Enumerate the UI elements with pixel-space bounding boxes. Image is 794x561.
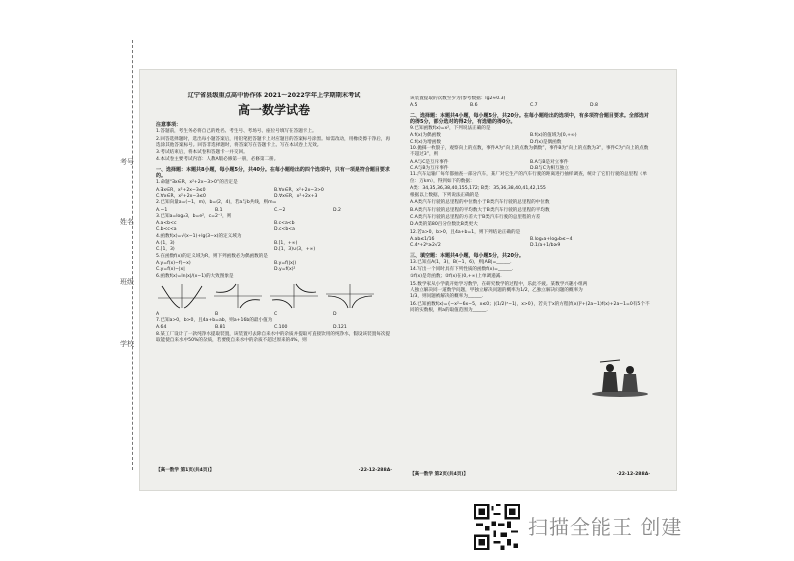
option: D.2	[333, 207, 341, 213]
scanner-brand-watermark: 扫描全能王 创建	[528, 515, 683, 539]
option: A.f(x)为偶函数	[410, 133, 441, 139]
qr-code-icon	[474, 504, 520, 550]
option: C.f(x)为增函数	[410, 139, 441, 145]
option: D.8	[590, 103, 598, 109]
question-stem: 15.数学家从小学就开始学习数学，在研究数学的过程中，乐此不疲。某数学兴趣小组两人独立解决同一道数学问题，甲独立解决问题的概率为1/2，乙独立解决问题的概率为1/3，则问题被解决的概率为______.	[410, 281, 588, 300]
option: B.[1，+∞)	[274, 241, 298, 247]
option: D.B与C为相互独立	[530, 165, 569, 171]
graph-label: C	[274, 311, 278, 317]
option: A.5	[410, 103, 418, 109]
footer-code: ·22-12-288A·	[358, 467, 392, 473]
question-stem: 16.已知函数f(x)={−x²−6x−5，x≤0；|(1/2)ˣ−1|，x>0}，若关于x的方程[f(x)]²+(2a−1)f(x)+2a−1=0有5个不同的实数根，则a的取值范围为______.	[410, 301, 650, 313]
option: B.log₂a+log₂b≤−4	[530, 236, 573, 242]
question-stem: 4.函数f(x)=√(x−1)+lg(3−x)的定义域为	[156, 233, 242, 239]
question-stem: 13.已知点A(1，3)，B(−1，6)，则|AB|=______.	[410, 259, 512, 265]
question-stem: 5.在函数f(x)的定义域为R，则下列函数必为偶函数的是	[156, 253, 268, 259]
option: A.A与C是互斥事件	[410, 159, 449, 165]
footer-page-label: 【高一数学 第1页(共4页)】	[156, 467, 215, 473]
notice-item: 1.答题前，考生务必将自己的姓名、考生号、考场号、座位号填写在答题卡上。	[156, 129, 317, 135]
question-stem: 该装置提取的次数至少为(参考数据：lg2≈0.3)	[410, 96, 506, 101]
option: A.∃x∈R，x²+2x−3≤0	[156, 187, 206, 193]
option: B.f(x)的值域为[0,+∞)	[530, 133, 577, 139]
gutter-label: 学校	[120, 340, 134, 348]
option: A.64	[156, 325, 167, 331]
exam-title: 高一数学试卷	[237, 103, 310, 117]
option: D.A类的第80百分位数比B类更大	[410, 222, 478, 228]
option: B.A与B是对立事件	[530, 159, 569, 165]
exam-header: 辽宁省县级重点高中协作体 2021～2022学年上学期期末考试	[187, 92, 361, 99]
graph-option-c	[268, 282, 320, 310]
notice-title: 注意事项：	[156, 122, 182, 128]
notice-item: 2.回答选择题时，选出每小题答案后，用铅笔把答题卡上对应题目的答案标号涂黑。如需改动，用橡皮擦干净后，再选涂其他答案标号。回答非选择题时，将答案写在答题卡上。写在本试卷上无效。	[156, 136, 391, 148]
scholars-illustration	[590, 358, 650, 398]
page-footer	[410, 472, 650, 478]
question-stem: 6.函数f(x)=ln|x|/(x−1)的大致图象是	[156, 273, 234, 279]
option: B.81	[215, 325, 226, 331]
graph-option-b	[212, 282, 264, 310]
option: D.f(x)是偶函数	[530, 139, 562, 145]
gutter-label: 班级	[120, 278, 134, 286]
option: D.121	[333, 325, 347, 331]
option: C.∀x∈R，x²+2x−3≤0	[156, 193, 206, 199]
section-heading: 三、填空题：本题共4小题，每小题5分，共20分。	[410, 252, 524, 259]
graph-option-d	[324, 282, 376, 310]
option: D.1/a+1/b≥9	[530, 243, 561, 249]
question-options	[410, 103, 650, 109]
option: C.[1，3)	[156, 247, 175, 253]
question-stem: 12.若a>0，b>0，且4a+b=1，则下列结论正确的是	[410, 229, 521, 235]
question-options	[156, 221, 392, 234]
gutter-label: 考号	[120, 158, 134, 166]
section-heading: 一、选择题：本题共8小题，每小题5分，共40分。在每小题给出的四个选项中，只有一项是符合题目要求的。	[156, 166, 390, 180]
page-footer	[156, 468, 392, 474]
question-stem: 9.已知函数f(x)=x²，下列说法正确的是	[410, 126, 491, 132]
graph-label: D	[333, 311, 337, 317]
section-heading: 二、选择题：本题共4小题，每小题5分，共20分。在每小题给出的选项中，有多项符合题目要求。全部选对的得5分，部分选对的得2分，有选错的得0分。	[410, 112, 649, 125]
option: B.y=f(|x|)	[274, 260, 297, 266]
question-stem: 10.抛掷一枚骰子，观察向上的点数，事件A为“向上的点数为偶数”，事件B为“向上的点数为3”，事件C为“向上的点数不超过3”，则	[410, 146, 649, 158]
question-options	[156, 188, 392, 201]
question-options	[410, 133, 650, 146]
option: B.A类汽车行驶的总里程的平均数大于B类汽车行驶的总里程的平均数	[410, 207, 550, 213]
question-options	[156, 325, 392, 331]
option: A.ab≤1/16	[410, 236, 435, 242]
question-options	[156, 261, 392, 274]
option: C.y=f(x)−|x|	[156, 267, 185, 273]
notice-item: 3.考试结束后，将本试卷和答题卡一并交回。	[156, 150, 248, 156]
graph-option-a	[156, 282, 208, 310]
option: B.1	[215, 207, 223, 213]
option: D.y=f(x)²	[274, 267, 296, 273]
option: C.100	[274, 325, 288, 331]
question-stem: 1.命题“∃x∈R，x²+2x−3>0”的否定是	[156, 180, 238, 186]
graph-label: B	[215, 311, 219, 317]
footer-code: ·22-12-288A·	[616, 471, 650, 477]
option: C.7	[530, 103, 538, 109]
question-stem: 11.汽车运输厂每年都抽查一部分汽车，某厂对它生产的汽车行驶的距离进行抽样调查，统计了它们行驶的总里程（单位：万km），得到如下的数据：	[410, 172, 647, 184]
data-listing: A类：34,35,36,38,40,155,172; B类：35,36,38,40,41,42,155	[410, 185, 546, 191]
footer-page-label: 【高一数学 第2页(共4页)】	[410, 471, 469, 477]
question-stem: 2.已知向量a=(−1，m)，b=(2，4)，若a与b共线，则m=	[156, 200, 277, 206]
option: C.4ᵃ+2ᵇ≥2√2	[410, 243, 441, 249]
option: C.−2	[274, 207, 286, 213]
question-stem: 7.已知a>0，b>0，且4a+b=ab，则a+16b的最小值为	[156, 318, 273, 324]
option: C.A类汽车行驶的总里程的方差大于B类汽车行驶的总里程的方差	[410, 215, 541, 221]
option: C.A与B为互斥事件	[410, 165, 449, 171]
option: C.b<c<a	[156, 227, 177, 233]
option: A.−1	[156, 207, 168, 213]
binding-gutter	[110, 40, 148, 470]
question-stem: 8.某工厂设计了一款纯净水提取装置，该装置可去除自来水中的杂质并提取可直接饮用的纯净水，假设该装置每次提取能使自来水中50%的杂质，若要使自来水中的杂质不超过原来的4%，则	[156, 331, 391, 344]
question-stem: 14.写出一个同时具有下列性质的函数f(x)=______.	[410, 267, 514, 273]
notice-item: 4.本试卷主要考试内容：人教A版必修第一册，必修第二册。	[156, 157, 279, 163]
option: A.A类汽车行驶的总里程的中位数小于B类汽车行驶的总里程的中位数	[410, 200, 550, 206]
option: D.c<b<a	[274, 227, 295, 233]
exam-page-1	[156, 92, 392, 476]
question-options	[156, 208, 392, 214]
option: D.[1，3)∪(3，+∞)	[274, 247, 316, 253]
function-graph-options	[156, 282, 392, 310]
question-options	[410, 237, 650, 250]
option: D.∀x∈R，x²+2x+3	[274, 193, 318, 199]
question-text: 根据以上数据，下列说法正确的是	[410, 193, 479, 199]
question-stem: 3.已知a=log₂3，b=e²，c=2⁻¹，则	[156, 213, 232, 219]
option: A.a<b<c	[156, 221, 177, 227]
cut-line	[132, 40, 133, 470]
question-condition: ①f(x)是奇函数；②f(x)在(0,+∞)上单调递减.	[410, 274, 502, 280]
gutter-label: 姓名	[120, 218, 134, 226]
option: B.c<a<b	[274, 221, 295, 227]
exam-page-2	[410, 96, 650, 480]
option: B.6	[470, 103, 478, 109]
question-options	[156, 241, 392, 254]
option: A.(1，3)	[156, 241, 175, 247]
question-options	[410, 160, 650, 173]
option: B.∀x∈R，x²+2x−3>0	[274, 187, 324, 193]
option: A.y=f(x)−f(−x)	[156, 260, 191, 266]
graph-label: A	[156, 311, 160, 317]
